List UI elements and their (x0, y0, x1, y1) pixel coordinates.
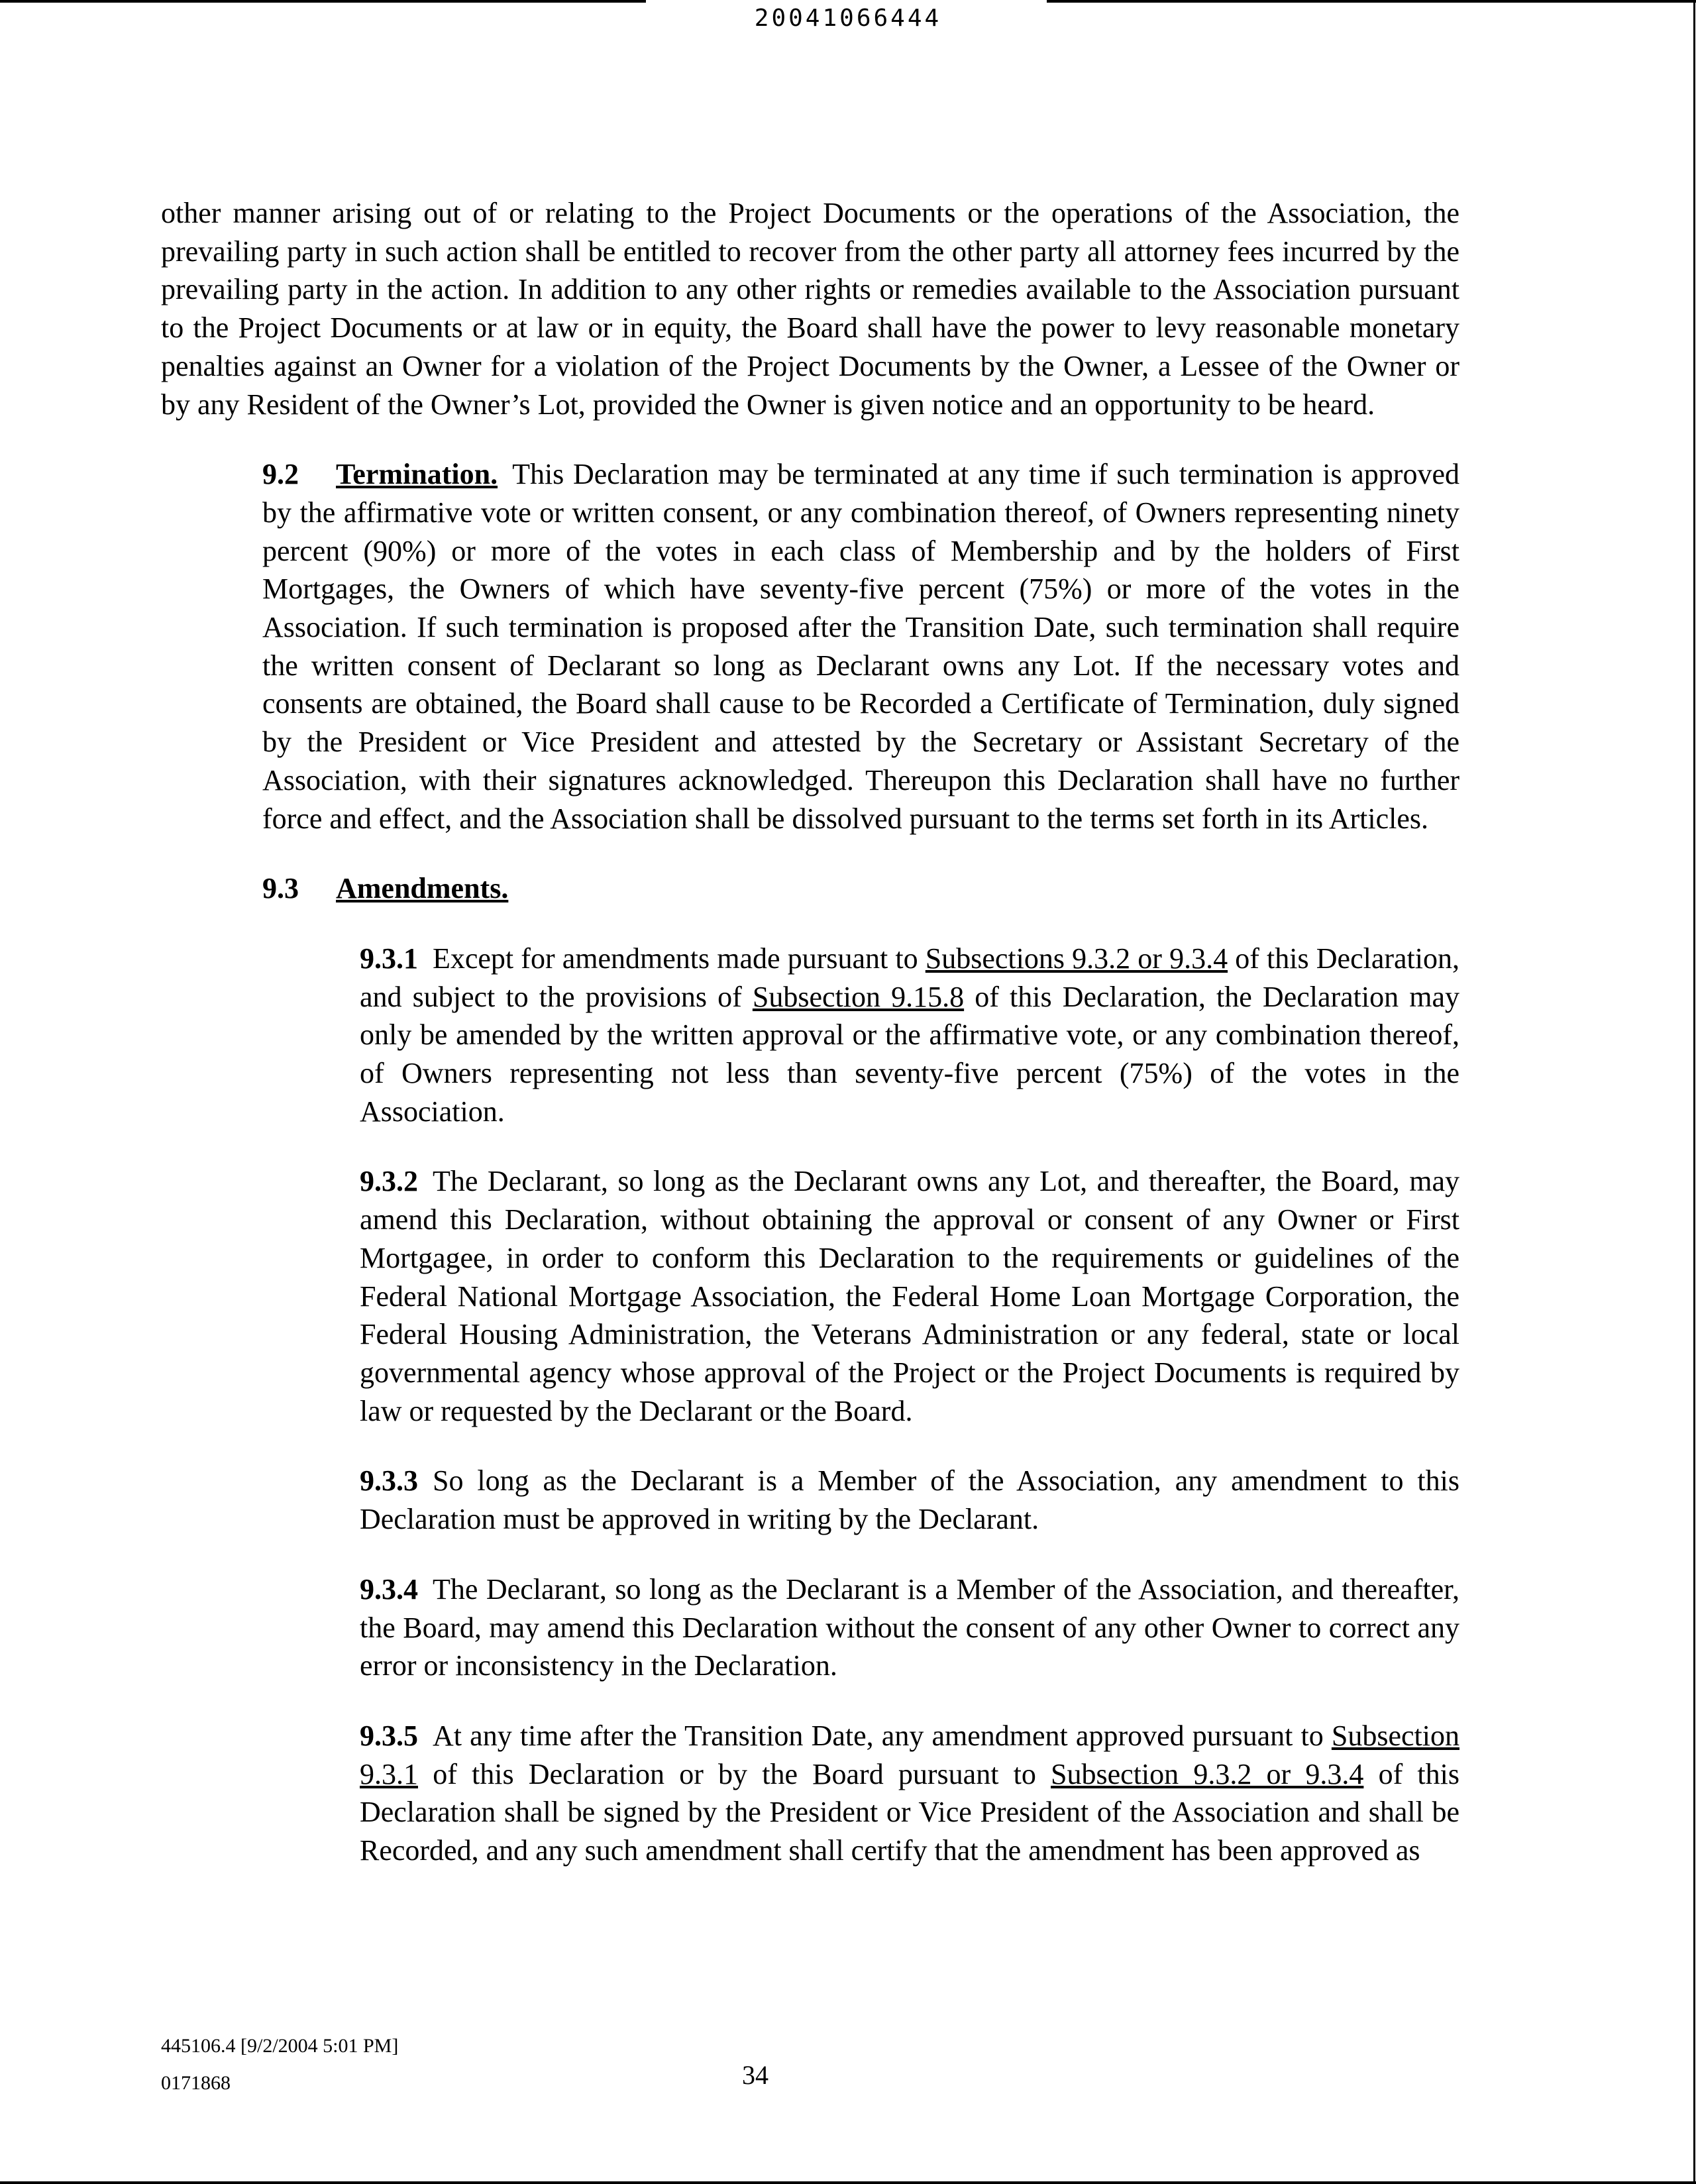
subsection-text: At any time after the Transition Date, any amendment approved pursuant to (433, 1719, 1332, 1752)
subsection-text: of this Declaration or by the Board pursuant to (418, 1757, 1051, 1790)
section-9-2 (161, 455, 1459, 838)
subsection-number: 9.3.1 (360, 942, 418, 975)
subsection-number: 9.3.3 (360, 1464, 418, 1498)
paragraph-continuation: other manner arising out of or relating to the Project Documents or the operations of the Association, the prevailing party in such action shall be entitled to recover from the other party all attorney fees incurred by the prevailing party in the action. In addition to any other rights or remedies available to the Association pursuant to the Project Documents or at law or in equity, the Board shall have the power to levy reasonable monetary penalties against an Owner for a violation of the Project Documents by the Owner, a Lessee of the Owner or by any Resident of the Owner’s Lot, provided the Owner is given notice and an opportunity to be heard. (161, 197, 1459, 421)
subsection-text: of this Declaration shall be signed by the President or Vice President of the Association and shall be Recorded, and any such amendment shall certify that the amendment has been approved as (360, 1757, 1459, 1867)
page-body (161, 194, 1459, 1870)
footer-doc-id: 445106.4 [9/2/2004 5:01 PM] (161, 2035, 399, 2057)
cross-reference: Subsection 9.3.2 or 9.3.4 (1051, 1757, 1364, 1790)
cross-reference: Subsection 9.15.8 (752, 980, 965, 1013)
subsection-9-3-2 (161, 1162, 1459, 1430)
subsection-number: 9.3.2 (360, 1165, 418, 1198)
section-number: 9.2 (262, 458, 299, 491)
section-heading: Amendments. (336, 872, 509, 905)
subsection-text: The Declarant, so long as the Declarant owns any Lot, and thereafter, the Board, may amend this Declaration, without obtaining the approval or consent of any Owner or First Mortgagee, in order to conform this Declaration to the requirements or guidelines of the Federal National Mortgage Association, the Federal Home Loan Mortgage Corporation, the Federal Housing Administration, the Veterans Administration or any federal, state or local governmental agency whose approval of the Project or the Project Documents is required by law or requested by the Declarant or the Board. (360, 1165, 1459, 1427)
subsection-text: Except for amendments made pursuant to (433, 942, 926, 975)
footer-identifiers (161, 2028, 398, 2102)
bottom-border (0, 2181, 1696, 2184)
section-9-3 (161, 869, 1459, 908)
section-text: This Declaration may be terminated at any time if such termination is approved by the affirmative vote or written consent, or any combination thereof, of Owners representing ninety percent (90%) or more of the votes in each class of Membership and by the holders of First Mortgages, the Owners of which have seventy-five percent (75%) or more of the votes in the Association. If such termination is proposed after the Transition Date, such termination shall require the written consent of Declarant so long as Declarant owns any Lot. If the necessary votes and consents are obtained, the Board shall cause to be Recorded a Certificate of Termination, duly signed by the President or Vice President and attested by the Secretary or Assistant Secretary of the Association, with their signatures acknowledged. Thereupon this Declaration shall have no further force and effect, and the Association shall be dissolved pursuant to the terms set forth in its Articles. (262, 458, 1459, 835)
subsection-number: 9.3.4 (360, 1572, 418, 1606)
section-number: 9.3 (262, 872, 299, 905)
subsection-text: of this Declaration, the Declaration may only be amended by the written approval or the affirmative vote, or any combination thereof, of Owners representing not less than seventy-five percent (75%) of the votes in the Association. (360, 980, 1460, 1128)
subsection-9-3-1 (161, 940, 1459, 1131)
subsection-text: The Declarant, so long as the Declarant is a Member of the Association, and thereafter, the Board, may amend this Declaration without the consent of any other Owner to correct any error or inconsistency in the Declaration. (360, 1572, 1459, 1682)
document-number: 20041066444 (754, 5, 942, 32)
subsection-9-3-4 (161, 1570, 1459, 1685)
right-border (1693, 0, 1695, 2184)
subsection-number: 9.3.5 (360, 1719, 418, 1752)
page-number: 34 (742, 2060, 768, 2090)
footer-file-number: 0171868 (161, 2072, 231, 2094)
subsection-9-3-3 (161, 1462, 1459, 1538)
section-heading: Termination. (336, 458, 498, 491)
subsection-text: So long as the Declarant is a Member of the Association, any amendment to this Declaration must be approved in writing by the Declarant. (360, 1464, 1459, 1536)
subsection-text: of this Declaration, and subject to the provisions of (360, 942, 1459, 1013)
cross-reference: Subsection 9.3.1 (360, 1719, 1459, 1790)
cross-reference: Subsections 9.3.2 or 9.3.4 (925, 942, 1228, 975)
subsection-9-3-5 (161, 1717, 1459, 1870)
